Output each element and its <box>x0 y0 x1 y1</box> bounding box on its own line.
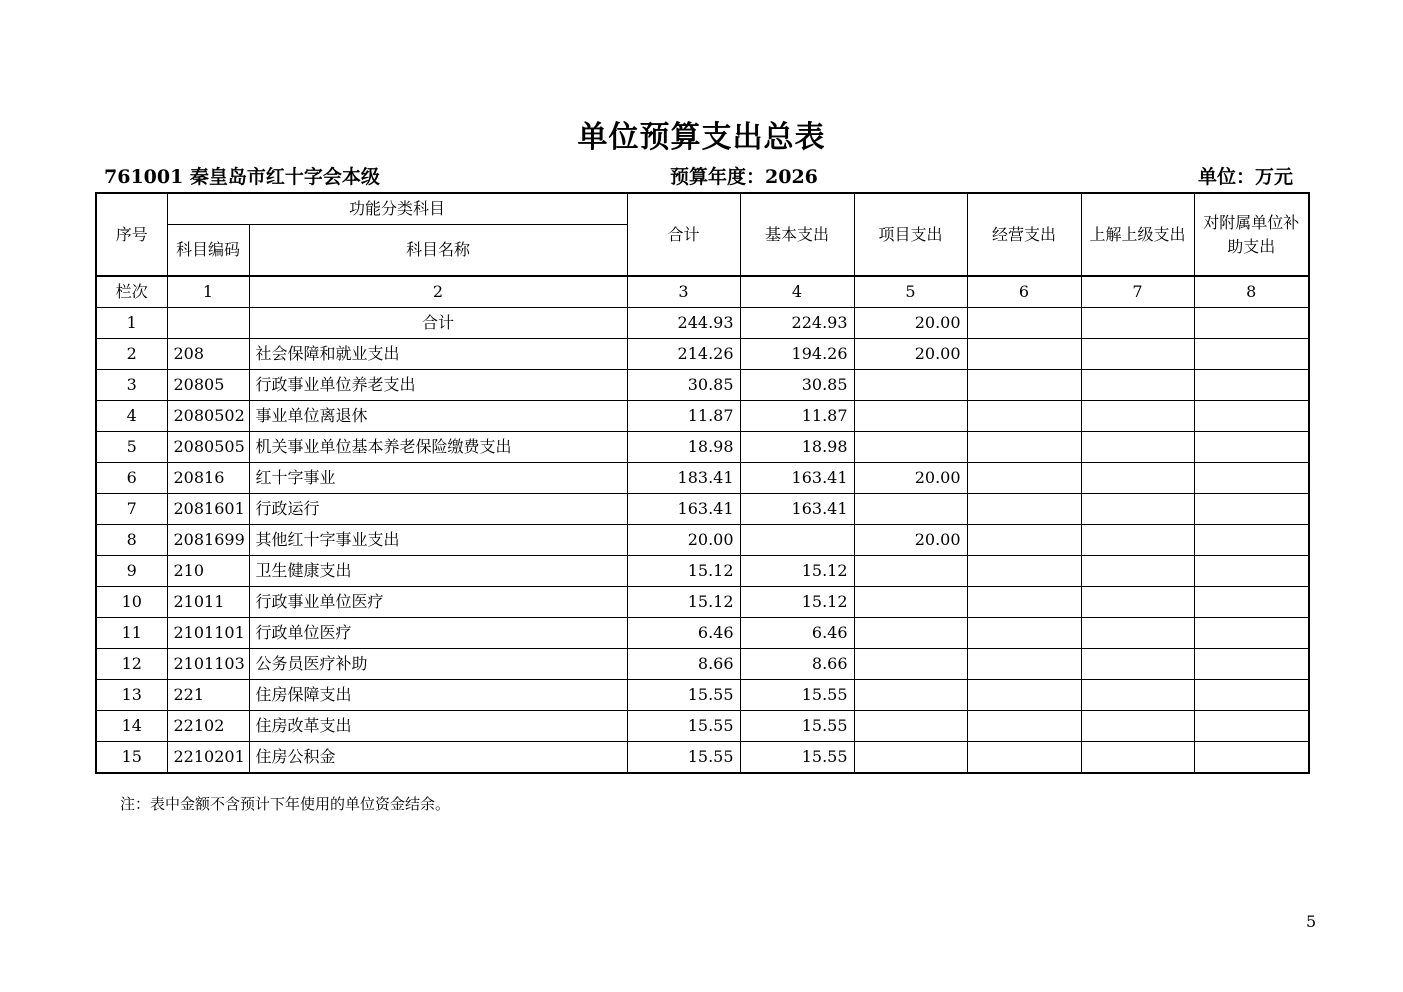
cell-seq: 15 <box>96 742 167 774</box>
cell-upper <box>1081 308 1194 339</box>
cell-name: 住房改革支出 <box>249 711 627 742</box>
cell-upper <box>1081 556 1194 587</box>
table-row <box>96 711 1309 742</box>
cell-seq: 10 <box>96 587 167 618</box>
header-name: 科目名称 <box>249 225 627 277</box>
cell-code <box>167 308 249 339</box>
cell-business <box>967 556 1081 587</box>
cell-total: 15.55 <box>627 680 740 711</box>
cell-total: 11.87 <box>627 401 740 432</box>
unit-label: 单位：万元 <box>1198 166 1294 188</box>
column-index: 8 <box>1194 276 1309 308</box>
cell-seq: 11 <box>96 618 167 649</box>
cell-total: 214.26 <box>627 339 740 370</box>
cell-seq: 9 <box>96 556 167 587</box>
header-code: 科目编码 <box>167 225 249 277</box>
table-row <box>96 525 1309 556</box>
cell-name: 机关事业单位基本养老保险缴费支出 <box>249 432 627 463</box>
cell-total: 30.85 <box>627 370 740 401</box>
cell-business <box>967 618 1081 649</box>
cell-name: 卫生健康支出 <box>249 556 627 587</box>
table-note: 注：表中金额不含预计下年使用的单位资金结余。 <box>120 795 451 813</box>
column-index: 4 <box>740 276 854 308</box>
cell-basic: 8.66 <box>740 649 854 680</box>
cell-subsidy <box>1194 463 1309 494</box>
cell-basic: 15.55 <box>740 711 854 742</box>
cell-upper <box>1081 680 1194 711</box>
cell-upper <box>1081 649 1194 680</box>
cell-project <box>854 742 967 774</box>
cell-subsidy <box>1194 649 1309 680</box>
cell-total: 15.55 <box>627 711 740 742</box>
cell-upper <box>1081 618 1194 649</box>
cell-business <box>967 339 1081 370</box>
header-subsidy: 对附属单位补助支出 <box>1194 193 1309 276</box>
cell-total: 244.93 <box>627 308 740 339</box>
cell-code: 221 <box>167 680 249 711</box>
cell-upper <box>1081 525 1194 556</box>
cell-business <box>967 525 1081 556</box>
column-index: 3 <box>627 276 740 308</box>
cell-business <box>967 308 1081 339</box>
cell-name: 住房保障支出 <box>249 680 627 711</box>
cell-upper <box>1081 370 1194 401</box>
cell-name: 事业单位离退休 <box>249 401 627 432</box>
column-index: 7 <box>1081 276 1194 308</box>
cell-subsidy <box>1194 680 1309 711</box>
table-row <box>96 742 1309 774</box>
cell-code: 2101103 <box>167 649 249 680</box>
cell-subsidy <box>1194 742 1309 774</box>
cell-subsidy <box>1194 587 1309 618</box>
cell-seq: 7 <box>96 494 167 525</box>
column-index: 5 <box>854 276 967 308</box>
cell-upper <box>1081 711 1194 742</box>
cell-subsidy <box>1194 556 1309 587</box>
table-row <box>96 587 1309 618</box>
cell-seq: 2 <box>96 339 167 370</box>
table-row <box>96 308 1309 339</box>
cell-basic: 6.46 <box>740 618 854 649</box>
table-row <box>96 463 1309 494</box>
cell-code: 2081699 <box>167 525 249 556</box>
cell-basic <box>740 525 854 556</box>
cell-name: 行政事业单位养老支出 <box>249 370 627 401</box>
cell-name: 社会保障和就业支出 <box>249 339 627 370</box>
cell-business <box>967 432 1081 463</box>
cell-code: 22102 <box>167 711 249 742</box>
cell-basic: 224.93 <box>740 308 854 339</box>
budget-expenditure-table <box>95 192 1310 774</box>
organization-label: 761001 秦皇岛市红十字会本级 <box>104 166 380 188</box>
cell-subsidy <box>1194 494 1309 525</box>
cell-business <box>967 587 1081 618</box>
cell-upper <box>1081 742 1194 774</box>
cell-code: 208 <box>167 339 249 370</box>
cell-business <box>967 401 1081 432</box>
cell-code: 20816 <box>167 463 249 494</box>
cell-code: 2101101 <box>167 618 249 649</box>
cell-business <box>967 463 1081 494</box>
table-row <box>96 649 1309 680</box>
header-project: 项目支出 <box>854 193 967 276</box>
table-row <box>96 432 1309 463</box>
cell-upper <box>1081 401 1194 432</box>
cell-subsidy <box>1194 370 1309 401</box>
cell-total: 15.55 <box>627 742 740 774</box>
cell-basic: 15.12 <box>740 556 854 587</box>
cell-basic: 11.87 <box>740 401 854 432</box>
cell-name: 红十字事业 <box>249 463 627 494</box>
cell-basic: 163.41 <box>740 463 854 494</box>
cell-project <box>854 401 967 432</box>
cell-business <box>967 370 1081 401</box>
cell-total: 183.41 <box>627 463 740 494</box>
cell-project <box>854 370 967 401</box>
cell-business <box>967 649 1081 680</box>
cell-project: 20.00 <box>854 339 967 370</box>
cell-total: 163.41 <box>627 494 740 525</box>
cell-name: 行政单位医疗 <box>249 618 627 649</box>
cell-subsidy <box>1194 432 1309 463</box>
column-index: 1 <box>167 276 249 308</box>
cell-business <box>967 711 1081 742</box>
cell-total: 8.66 <box>627 649 740 680</box>
column-index: 2 <box>249 276 627 308</box>
cell-name: 行政运行 <box>249 494 627 525</box>
header-business: 经营支出 <box>967 193 1081 276</box>
header-function-group: 功能分类科目 <box>167 193 627 225</box>
cell-project <box>854 432 967 463</box>
column-index: 6 <box>967 276 1081 308</box>
cell-code: 21011 <box>167 587 249 618</box>
cell-basic: 15.55 <box>740 742 854 774</box>
cell-business <box>967 680 1081 711</box>
table-row <box>96 680 1309 711</box>
column-index-label: 栏次 <box>96 276 167 308</box>
cell-name: 公务员医疗补助 <box>249 649 627 680</box>
table-row <box>96 618 1309 649</box>
table-row <box>96 339 1309 370</box>
page-title: 单位预算支出总表 <box>577 120 826 155</box>
cell-basic: 163.41 <box>740 494 854 525</box>
cell-basic: 15.55 <box>740 680 854 711</box>
cell-code: 210 <box>167 556 249 587</box>
cell-code: 2080505 <box>167 432 249 463</box>
cell-subsidy <box>1194 308 1309 339</box>
cell-project: 20.00 <box>854 463 967 494</box>
cell-name: 合计 <box>249 308 627 339</box>
cell-subsidy <box>1194 401 1309 432</box>
cell-name: 住房公积金 <box>249 742 627 774</box>
cell-upper <box>1081 463 1194 494</box>
cell-project <box>854 711 967 742</box>
cell-seq: 14 <box>96 711 167 742</box>
column-index-row <box>96 276 1309 308</box>
cell-project: 20.00 <box>854 308 967 339</box>
table-row <box>96 556 1309 587</box>
cell-code: 2080502 <box>167 401 249 432</box>
cell-basic: 18.98 <box>740 432 854 463</box>
cell-upper <box>1081 587 1194 618</box>
header-seq: 序号 <box>96 193 167 276</box>
cell-project <box>854 680 967 711</box>
table-row <box>96 370 1309 401</box>
cell-seq: 4 <box>96 401 167 432</box>
cell-project <box>854 618 967 649</box>
cell-code: 2081601 <box>167 494 249 525</box>
cell-business <box>967 742 1081 774</box>
cell-seq: 12 <box>96 649 167 680</box>
header-basic: 基本支出 <box>740 193 854 276</box>
cell-upper <box>1081 432 1194 463</box>
cell-project <box>854 587 967 618</box>
header-total: 合计 <box>627 193 740 276</box>
budget-year-label: 预算年度：2026 <box>670 166 818 188</box>
page-number: 5 <box>1306 912 1317 931</box>
table-row <box>96 494 1309 525</box>
cell-total: 15.12 <box>627 587 740 618</box>
cell-code: 2210201 <box>167 742 249 774</box>
cell-project <box>854 556 967 587</box>
cell-business <box>967 494 1081 525</box>
cell-seq: 6 <box>96 463 167 494</box>
table-row <box>96 401 1309 432</box>
cell-basic: 30.85 <box>740 370 854 401</box>
cell-code: 20805 <box>167 370 249 401</box>
cell-total: 6.46 <box>627 618 740 649</box>
cell-basic: 15.12 <box>740 587 854 618</box>
cell-subsidy <box>1194 711 1309 742</box>
cell-project: 20.00 <box>854 525 967 556</box>
cell-seq: 3 <box>96 370 167 401</box>
cell-seq: 13 <box>96 680 167 711</box>
cell-name: 其他红十字事业支出 <box>249 525 627 556</box>
cell-subsidy <box>1194 339 1309 370</box>
cell-seq: 8 <box>96 525 167 556</box>
cell-total: 18.98 <box>627 432 740 463</box>
cell-basic: 194.26 <box>740 339 854 370</box>
header-upper: 上解上级支出 <box>1081 193 1194 276</box>
cell-project <box>854 649 967 680</box>
cell-project <box>854 494 967 525</box>
cell-seq: 1 <box>96 308 167 339</box>
cell-name: 行政事业单位医疗 <box>249 587 627 618</box>
cell-seq: 5 <box>96 432 167 463</box>
cell-subsidy <box>1194 525 1309 556</box>
cell-total: 15.12 <box>627 556 740 587</box>
cell-subsidy <box>1194 618 1309 649</box>
cell-upper <box>1081 339 1194 370</box>
cell-total: 20.00 <box>627 525 740 556</box>
cell-upper <box>1081 494 1194 525</box>
